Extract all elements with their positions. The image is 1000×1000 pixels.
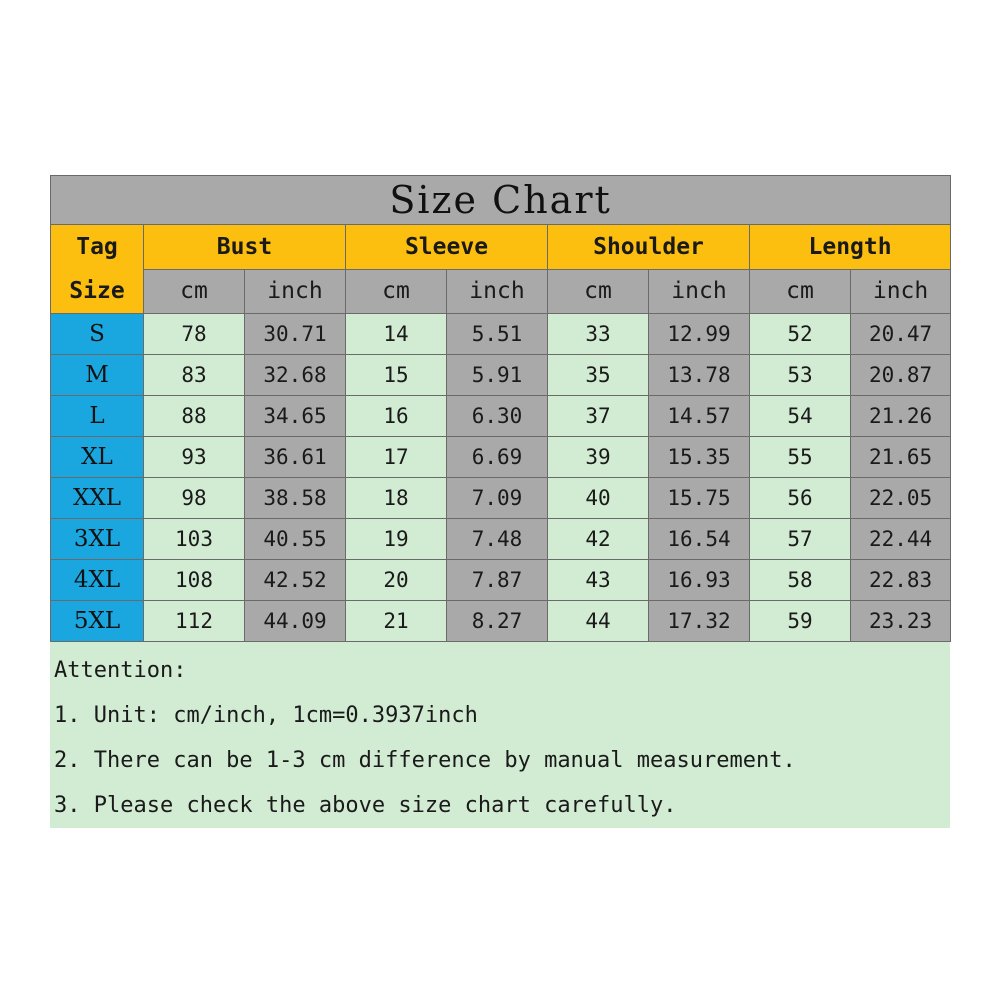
- inch-value-cell: 7.09: [447, 478, 548, 519]
- table-row: [51, 560, 951, 601]
- shoulder-cm-unit: cm: [548, 269, 649, 314]
- cm-value-cell: 35: [548, 355, 649, 396]
- cm-value-cell: 112: [144, 601, 245, 642]
- cm-value-cell: 42: [548, 519, 649, 560]
- attention-notes: [50, 642, 950, 828]
- bust-cm-unit: cm: [144, 269, 245, 314]
- sleeve-cm-unit: cm: [346, 269, 447, 314]
- shoulder-header: Shoulder: [548, 225, 750, 270]
- inch-value-cell: 40.55: [245, 519, 346, 560]
- cm-value-cell: 93: [144, 437, 245, 478]
- inch-value-cell: 5.91: [447, 355, 548, 396]
- cm-value-cell: 39: [548, 437, 649, 478]
- size-chart-sheet: [50, 175, 950, 828]
- inch-value-cell: 15.35: [649, 437, 750, 478]
- inch-value-cell: 30.71: [245, 314, 346, 355]
- inch-value-cell: 20.47: [851, 314, 951, 355]
- cm-value-cell: 54: [750, 396, 851, 437]
- inch-value-cell: 42.52: [245, 560, 346, 601]
- cm-value-cell: 59: [750, 601, 851, 642]
- note-line-2: 2. There can be 1-3 cm difference by manual measurement.: [54, 748, 796, 773]
- tag-size-header: [51, 225, 144, 314]
- cm-value-cell: 43: [548, 560, 649, 601]
- inch-value-cell: 36.61: [245, 437, 346, 478]
- cm-value-cell: 55: [750, 437, 851, 478]
- note-line-1: 1. Unit: cm/inch, 1cm=0.3937inch: [54, 703, 478, 728]
- tag-size-label-line2: Size: [69, 278, 125, 304]
- inch-value-cell: 7.48: [447, 519, 548, 560]
- inch-value-cell: 16.54: [649, 519, 750, 560]
- inch-value-cell: 32.68: [245, 355, 346, 396]
- inch-value-cell: 20.87: [851, 355, 951, 396]
- cm-value-cell: 56: [750, 478, 851, 519]
- inch-value-cell: 44.09: [245, 601, 346, 642]
- table-row: [51, 437, 951, 478]
- inch-value-cell: 6.69: [447, 437, 548, 478]
- inch-value-cell: 5.51: [447, 314, 548, 355]
- cm-value-cell: 103: [144, 519, 245, 560]
- cm-value-cell: 108: [144, 560, 245, 601]
- cm-value-cell: 19: [346, 519, 447, 560]
- inch-value-cell: 38.58: [245, 478, 346, 519]
- table-row: [51, 601, 951, 642]
- size-label-cell: 5XL: [51, 601, 144, 642]
- size-label-cell: S: [51, 314, 144, 355]
- cm-value-cell: 37: [548, 396, 649, 437]
- cm-value-cell: 44: [548, 601, 649, 642]
- note-line-3: 3. Please check the above size chart carefully.: [54, 793, 677, 818]
- cm-value-cell: 98: [144, 478, 245, 519]
- tag-size-label-line1: Tag: [76, 234, 118, 260]
- inch-value-cell: 21.65: [851, 437, 951, 478]
- inch-value-cell: 22.44: [851, 519, 951, 560]
- inch-value-cell: 21.26: [851, 396, 951, 437]
- table-row: [51, 355, 951, 396]
- cm-value-cell: 88: [144, 396, 245, 437]
- cm-value-cell: 83: [144, 355, 245, 396]
- cm-value-cell: 21: [346, 601, 447, 642]
- cm-value-cell: 14: [346, 314, 447, 355]
- size-label-cell: 3XL: [51, 519, 144, 560]
- title-row: [51, 176, 951, 225]
- inch-value-cell: 22.05: [851, 478, 951, 519]
- length-header: Length: [750, 225, 951, 270]
- cm-value-cell: 57: [750, 519, 851, 560]
- inch-value-cell: 17.32: [649, 601, 750, 642]
- cm-value-cell: 16: [346, 396, 447, 437]
- group-header-row: [51, 225, 951, 270]
- cm-value-cell: 17: [346, 437, 447, 478]
- inch-value-cell: 16.93: [649, 560, 750, 601]
- inch-value-cell: 8.27: [447, 601, 548, 642]
- inch-value-cell: 15.75: [649, 478, 750, 519]
- cm-value-cell: 20: [346, 560, 447, 601]
- cm-value-cell: 53: [750, 355, 851, 396]
- inch-value-cell: 34.65: [245, 396, 346, 437]
- size-chart-table: [50, 175, 951, 642]
- size-table-body: [51, 176, 951, 642]
- cm-value-cell: 40: [548, 478, 649, 519]
- inch-value-cell: 6.30: [447, 396, 548, 437]
- cm-value-cell: 52: [750, 314, 851, 355]
- cm-value-cell: 15: [346, 355, 447, 396]
- size-label-cell: XL: [51, 437, 144, 478]
- bust-inch-unit: inch: [245, 269, 346, 314]
- inch-value-cell: 13.78: [649, 355, 750, 396]
- sleeve-inch-unit: inch: [447, 269, 548, 314]
- attention-heading: Attention:: [54, 658, 187, 683]
- inch-value-cell: 23.23: [851, 601, 951, 642]
- table-row: [51, 314, 951, 355]
- table-row: [51, 478, 951, 519]
- shoulder-inch-unit: inch: [649, 269, 750, 314]
- size-label-cell: 4XL: [51, 560, 144, 601]
- length-inch-unit: inch: [851, 269, 951, 314]
- size-label-cell: M: [51, 355, 144, 396]
- inch-value-cell: 14.57: [649, 396, 750, 437]
- cm-value-cell: 78: [144, 314, 245, 355]
- length-cm-unit: cm: [750, 269, 851, 314]
- inch-value-cell: 12.99: [649, 314, 750, 355]
- bust-header: Bust: [144, 225, 346, 270]
- cm-value-cell: 18: [346, 478, 447, 519]
- cm-value-cell: 58: [750, 560, 851, 601]
- table-row: [51, 396, 951, 437]
- cm-value-cell: 33: [548, 314, 649, 355]
- table-row: [51, 519, 951, 560]
- unit-header-row: [51, 269, 951, 314]
- sleeve-header: Sleeve: [346, 225, 548, 270]
- size-label-cell: L: [51, 396, 144, 437]
- size-label-cell: XXL: [51, 478, 144, 519]
- inch-value-cell: 7.87: [447, 560, 548, 601]
- chart-title: Size Chart: [51, 176, 951, 225]
- inch-value-cell: 22.83: [851, 560, 951, 601]
